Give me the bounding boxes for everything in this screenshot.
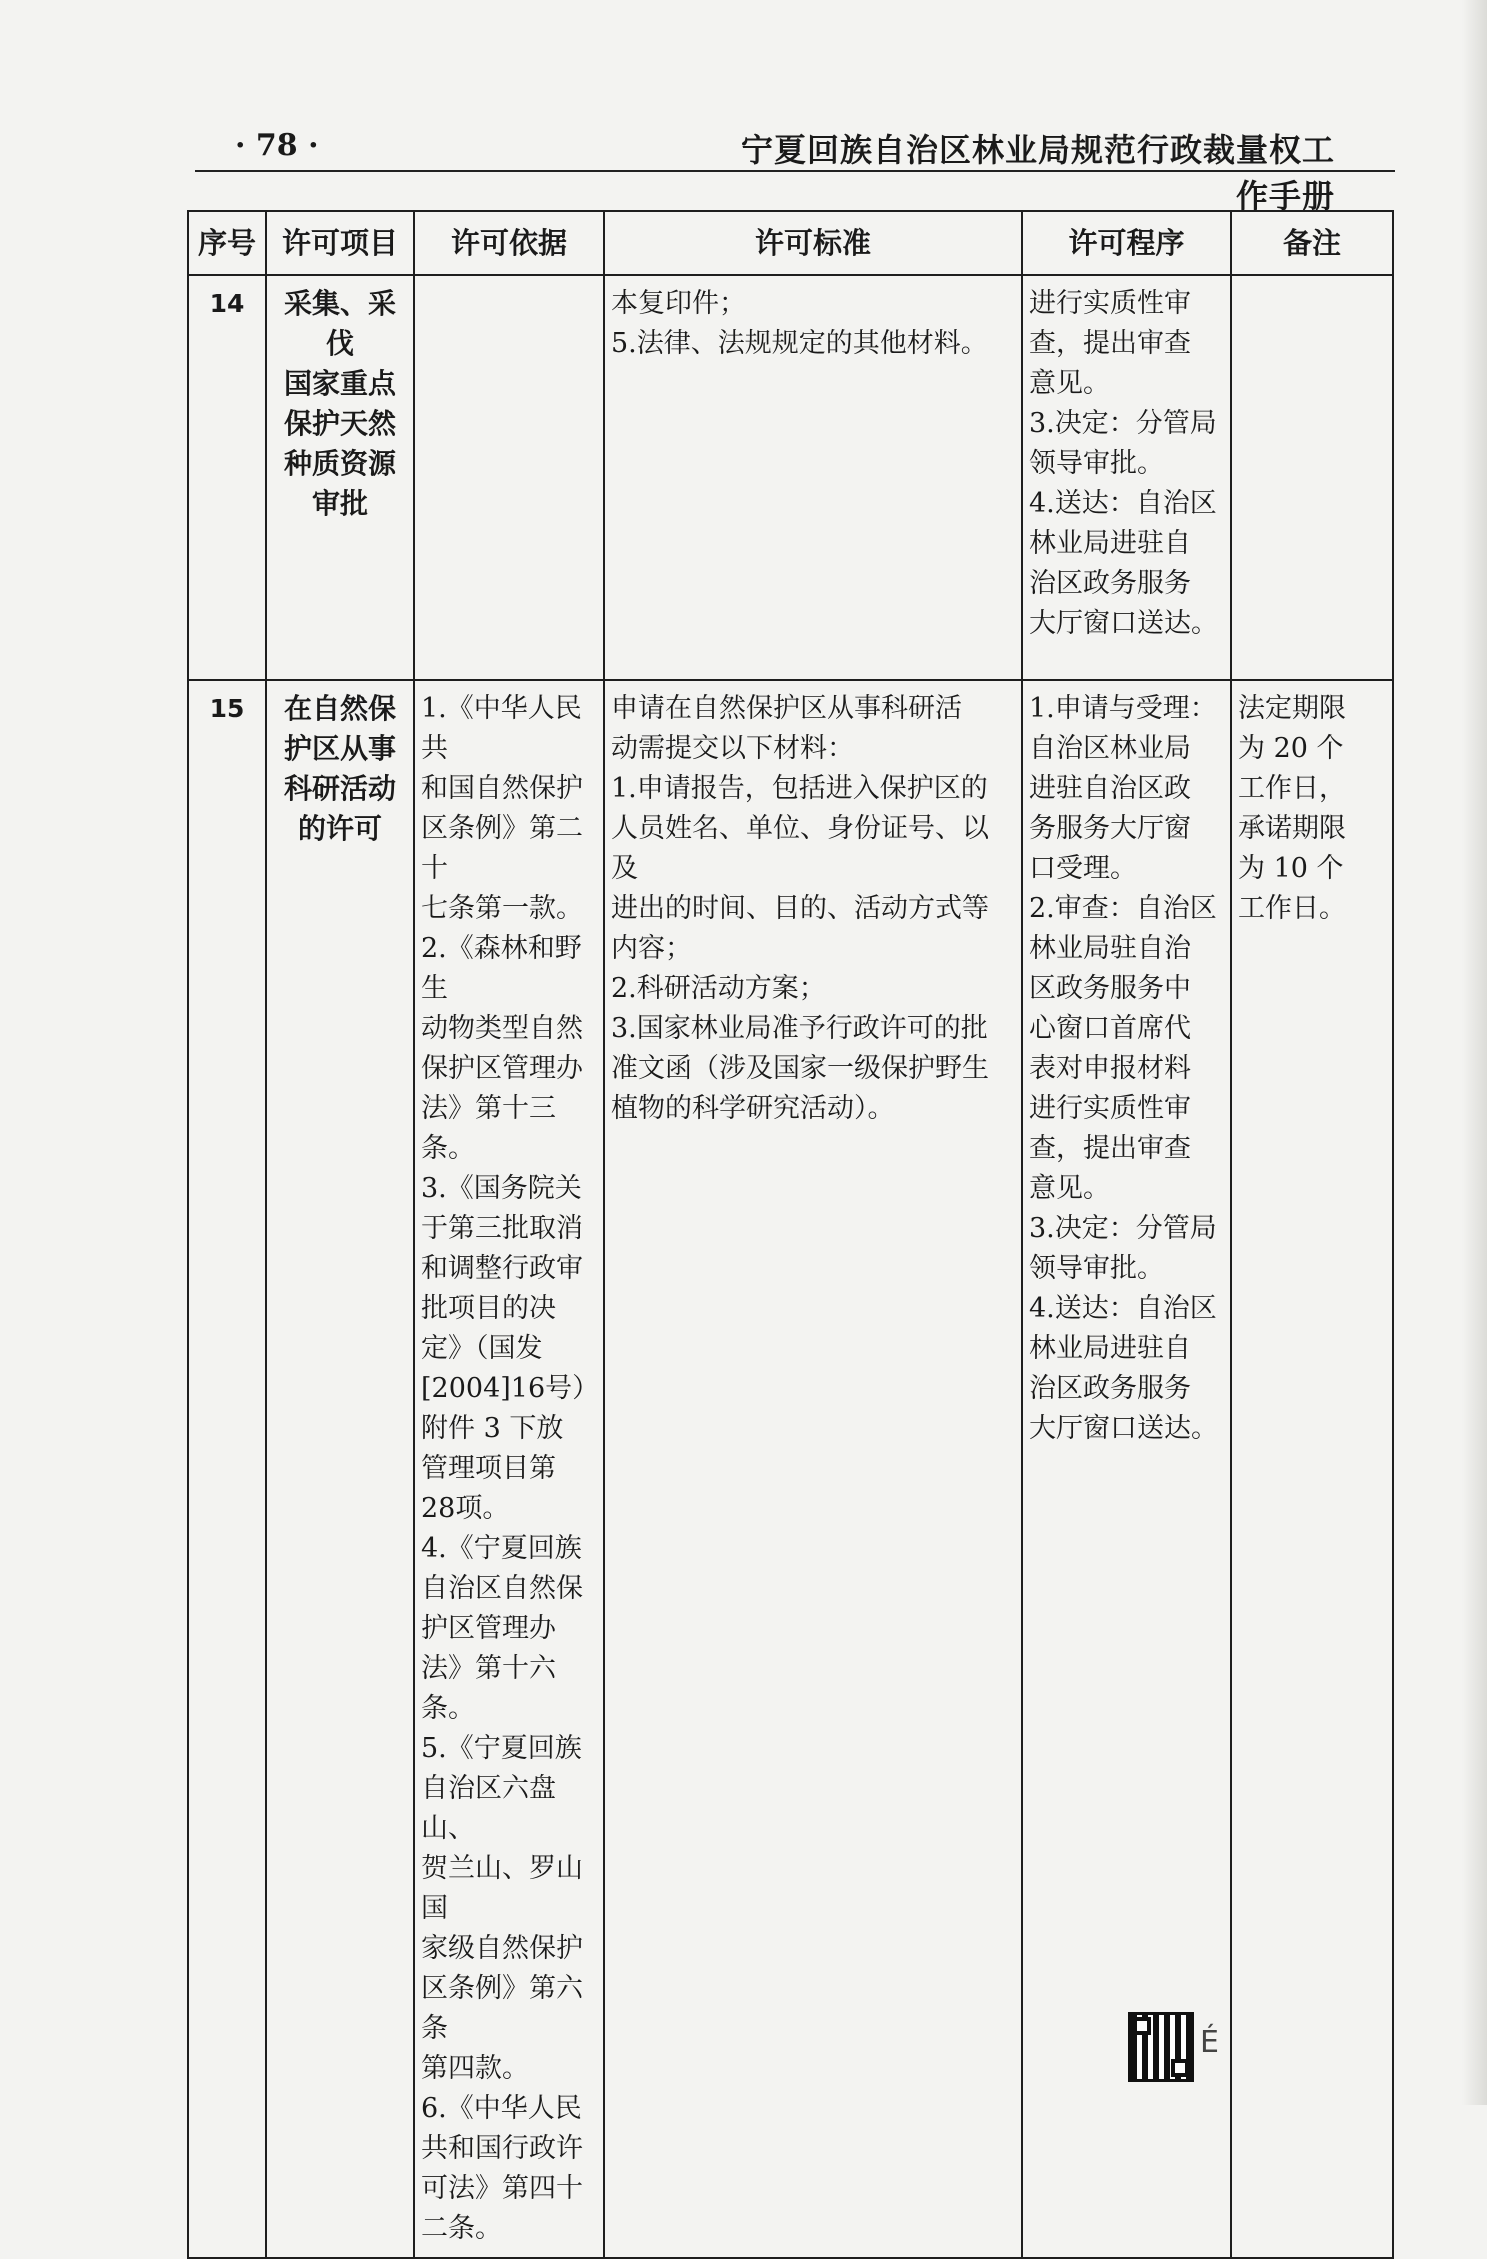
cell-line: 进行实质性审 [1029, 1093, 1191, 1124]
row-standard [604, 680, 1022, 2258]
cell-line: 2.审查：自治区 [1029, 893, 1217, 924]
cell-line: 自治区林业局 [1029, 733, 1191, 764]
cell-line: 国家重点 [283, 367, 396, 400]
cell-line: 第四款。 [421, 2053, 529, 2084]
license-table [187, 210, 1394, 2259]
qr-code [1128, 2012, 1194, 2082]
cell-line: 查，提出审查 [1029, 328, 1191, 359]
cell-line: 七条第一款。 [421, 893, 583, 924]
cell-line: 6.《中华人民 [421, 2093, 582, 2124]
cell-line: 保护天然 [283, 407, 396, 440]
table-row [188, 680, 1393, 2258]
cell-line: 自治区六盘山、 [421, 1773, 556, 1844]
cell-line: 4.《宁夏回族 [421, 1533, 582, 1564]
cell-line: 共和国行政许 [421, 2133, 583, 2164]
cell-line: 采集、采伐 [283, 287, 396, 360]
cell-line: 护区从事 [283, 732, 396, 765]
cell-line: 科研活动 [283, 772, 396, 805]
cell-line: 种质资源 [283, 447, 396, 480]
cell-line: 28项。 [421, 1493, 510, 1524]
row-number: 14 [188, 275, 266, 680]
cell-line: 务服务大厅窗 [1029, 813, 1191, 844]
cell-line: 为 10 个 [1238, 853, 1344, 884]
cell-line: 法定期限 [1238, 693, 1346, 724]
cell-line: 3.决定：分管局 [1029, 1213, 1217, 1244]
cell-line: 进驻自治区政 [1029, 773, 1191, 804]
qr-trailing-char: É [1200, 2025, 1219, 2060]
col-header-item: 许可项目 [266, 211, 414, 275]
cell-line: 区政务服务中 [1029, 973, 1191, 1004]
cell-line: 1.申请报告，包括进入保护区的 [611, 773, 988, 804]
cell-line: 4.送达：自治区 [1029, 488, 1217, 519]
cell-line: 于第三批取消 [421, 1213, 583, 1244]
cell-line: 2.《森林和野生 [421, 933, 582, 1004]
cell-line: 为 20 个 [1238, 733, 1344, 764]
cell-line: 表对申报材料 [1029, 1053, 1191, 1084]
cell-line: 管理项目第 [421, 1453, 556, 1484]
cell-line: 意见。 [1029, 368, 1110, 399]
row-basis [414, 680, 604, 2258]
cell-line: 和调整行政审 [421, 1253, 583, 1284]
row-remark [1231, 275, 1393, 680]
page-edge-shadow [1462, 0, 1487, 2105]
col-header-basis: 许可依据 [414, 211, 604, 275]
cell-line: 贺兰山、罗山国 [421, 1853, 583, 1924]
row-item [266, 680, 414, 2258]
cell-line: 护区管理办 [421, 1613, 556, 1644]
cell-line: 进行实质性审 [1029, 288, 1191, 319]
cell-line: 定》（国发 [421, 1333, 543, 1364]
cell-line: 植物的科学研究活动）。 [611, 1093, 895, 1124]
cell-line: 动需提交以下材料： [611, 733, 854, 764]
cell-line: 5.法律、法规规定的其他材料。 [611, 328, 988, 359]
cell-line: 准文函（涉及国家一级保护野生 [611, 1053, 989, 1084]
cell-line: 领导审批。 [1029, 448, 1164, 479]
row-procedure [1022, 680, 1231, 2258]
cell-line: 附件 3 下放 [421, 1413, 564, 1444]
cell-line: 治区政务服务 [1029, 568, 1191, 599]
cell-line: 内容； [611, 933, 692, 964]
cell-line: 意见。 [1029, 1173, 1110, 1204]
cell-line: 和国自然保护 [421, 773, 583, 804]
cell-line: 进出的时间、目的、活动方式等 [611, 893, 989, 924]
cell-line: 3.国家林业局准予行政许可的批 [611, 1013, 988, 1044]
row-basis [414, 275, 604, 680]
row-number: 15 [188, 680, 266, 2258]
cell-line: 治区政务服务 [1029, 1373, 1191, 1404]
cell-line: 区条例》第六条 [421, 1973, 583, 2044]
cell-line: 3.《国务院关 [421, 1173, 582, 1204]
col-header-standard: 许可标准 [604, 211, 1022, 275]
cell-line: 林业局驻自治 [1029, 933, 1191, 964]
row-procedure [1022, 275, 1231, 680]
cell-line: 申请在自然保护区从事科研活 [611, 693, 962, 724]
table-row [188, 275, 1393, 680]
cell-line: 林业局进驻自 [1029, 1333, 1191, 1364]
cell-line: 心窗口首席代 [1029, 1013, 1191, 1044]
cell-line: 大厅窗口送达。 [1029, 1413, 1218, 1444]
header-rule [195, 170, 1395, 172]
cell-line: 查，提出审查 [1029, 1133, 1191, 1164]
cell-line: 动物类型自然 [421, 1013, 583, 1044]
cell-line: 领导审批。 [1029, 1253, 1164, 1284]
cell-line: 5.《宁夏回族 [421, 1733, 582, 1764]
cell-line: 自治区自然保 [421, 1573, 583, 1604]
cell-line: 在自然保 [283, 692, 396, 725]
cell-line: 的许可 [297, 812, 382, 845]
cell-line: [2004]16号） [421, 1373, 600, 1404]
cell-line: 区条例》第二十 [421, 813, 583, 884]
row-item [266, 275, 414, 680]
cell-line: 大厅窗口送达。 [1029, 608, 1218, 639]
col-header-number: 序号 [188, 211, 266, 275]
col-header-remark: 备注 [1231, 211, 1393, 275]
cell-line: 口受理。 [1029, 853, 1137, 884]
cell-line: 保护区管理办 [421, 1053, 583, 1084]
row-remark [1231, 680, 1393, 2258]
cell-line: 承诺期限 [1238, 813, 1346, 844]
cell-line: 可法》第四十 [421, 2173, 583, 2204]
cell-line: 人员姓名、单位、身份证号、以及 [611, 813, 989, 884]
cell-line: 3.决定：分管局 [1029, 408, 1217, 439]
cell-line: 工作日。 [1238, 893, 1346, 924]
row-standard [604, 275, 1022, 680]
col-header-procedure: 许可程序 [1022, 211, 1231, 275]
cell-line: 家级自然保护 [421, 1933, 583, 1964]
cell-line: 审批 [311, 487, 368, 520]
cell-line: 批项目的决 [421, 1293, 556, 1324]
cell-line: 2.科研活动方案； [611, 973, 826, 1004]
page-number: · 78 · [235, 128, 319, 163]
cell-line: 4.送达：自治区 [1029, 1293, 1217, 1324]
cell-line: 本复印件； [611, 288, 746, 319]
cell-line: 法》第十三条。 [421, 1093, 556, 1164]
cell-line: 二条。 [421, 2213, 502, 2244]
running-title: 宁夏回族自治区林业局规范行政裁量权工作手册 [740, 131, 1335, 215]
cell-line: 工作日， [1238, 773, 1346, 804]
cell-line: 1.《中华人民共 [421, 693, 582, 764]
header-row [188, 211, 1393, 275]
cell-line: 1.申请与受理： [1029, 693, 1217, 724]
cell-line: 林业局进驻自 [1029, 528, 1191, 559]
cell-line: 法》第十六条。 [421, 1653, 556, 1724]
